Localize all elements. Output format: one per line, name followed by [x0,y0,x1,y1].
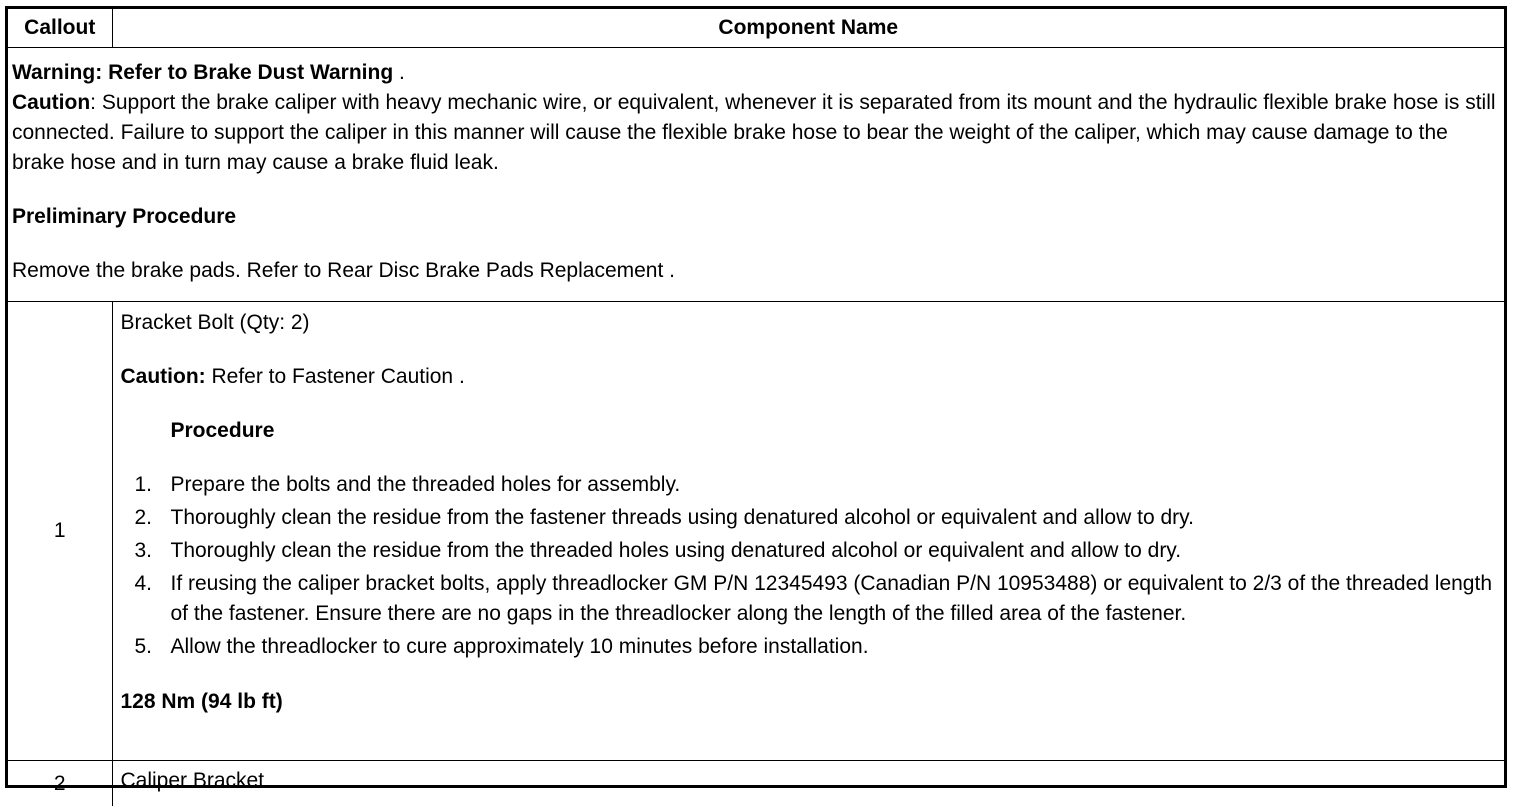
preliminary-procedure-heading: Preliminary Procedure [12,202,1498,232]
step-number: 3. [135,536,153,566]
intro-cell [8,48,1504,302]
step-number: 4. [135,569,153,599]
preliminary-procedure-text: Remove the brake pads. Refer to Rear Disc Brake Pads Replacement . [12,256,1498,286]
callout-column-header: Callout [8,9,112,48]
step-number: 5. [135,632,153,662]
fastener-caution [121,362,1499,392]
component-name: Caliper Bracket [121,769,265,792]
warning-end: . [393,61,405,84]
component-cell [112,302,1504,761]
step-number: 2. [135,503,153,533]
table-row [8,761,1504,806]
list-item [121,503,1499,533]
component-table-frame [5,6,1507,788]
step-text: Thoroughly clean the residue from the threaded holes using denatured alcohol or equivalent and allow to dry. [171,539,1182,562]
component-name-column-header: Component Name [112,9,1504,48]
caution-text: : Support the brake caliper with heavy mechanic wire, or equivalent, whenever it is separated from its mount and the hydraulic flexible brake hose is still connected. Failure to support the caliper in this manner will cause the flexible brake hose to bear the weight of the caliper, which may cause damage to the brake hose and in turn may cause a brake fluid leak. [12,91,1496,174]
step-number: 1. [135,470,153,500]
list-item [121,536,1499,566]
torque-spec: 128 Nm (94 lb ft) [121,687,1499,717]
fastener-caution-link[interactable]: Refer to Fastener Caution . [206,365,465,388]
procedure-heading: Procedure [171,416,1499,446]
warning-label: Warning: [12,61,102,84]
list-item [121,569,1499,629]
step-text: Allow the threadlocker to cure approximately 10 minutes before installation. [171,635,869,658]
procedure-steps [121,470,1499,662]
component-table [8,9,1504,806]
table-row [8,302,1504,761]
brake-dust-warning-link[interactable]: Refer to Brake Dust Warning [108,61,393,84]
header-row [8,9,1504,48]
list-item [121,470,1499,500]
step-text: Prepare the bolts and the threaded holes for assembly. [171,473,681,496]
callout-cell: 1 [8,302,112,761]
component-cell [112,761,1504,806]
step-text: If reusing the caliper bracket bolts, apply threadlocker GM P/N 12345493 (Canadian P/N 10953488) or equivalent to 2/3 of the threaded length of the fastener. Ensure there are no gaps in the threadlocker along the length of the filled area of the fastener. [171,572,1493,625]
callout-cell: 2 [8,761,112,806]
warning-paragraph [12,58,1498,88]
step-text: Thoroughly clean the residue from the fastener threads using denatured alcohol or equivalent and allow to dry. [171,506,1194,529]
list-item [121,632,1499,662]
caution-label: Caution [12,91,90,114]
component-name: Bracket Bolt (Qty: 2) [121,308,1499,338]
intro-row [8,48,1504,302]
caution-paragraph [12,88,1498,178]
caution-label: Caution: [121,365,206,388]
